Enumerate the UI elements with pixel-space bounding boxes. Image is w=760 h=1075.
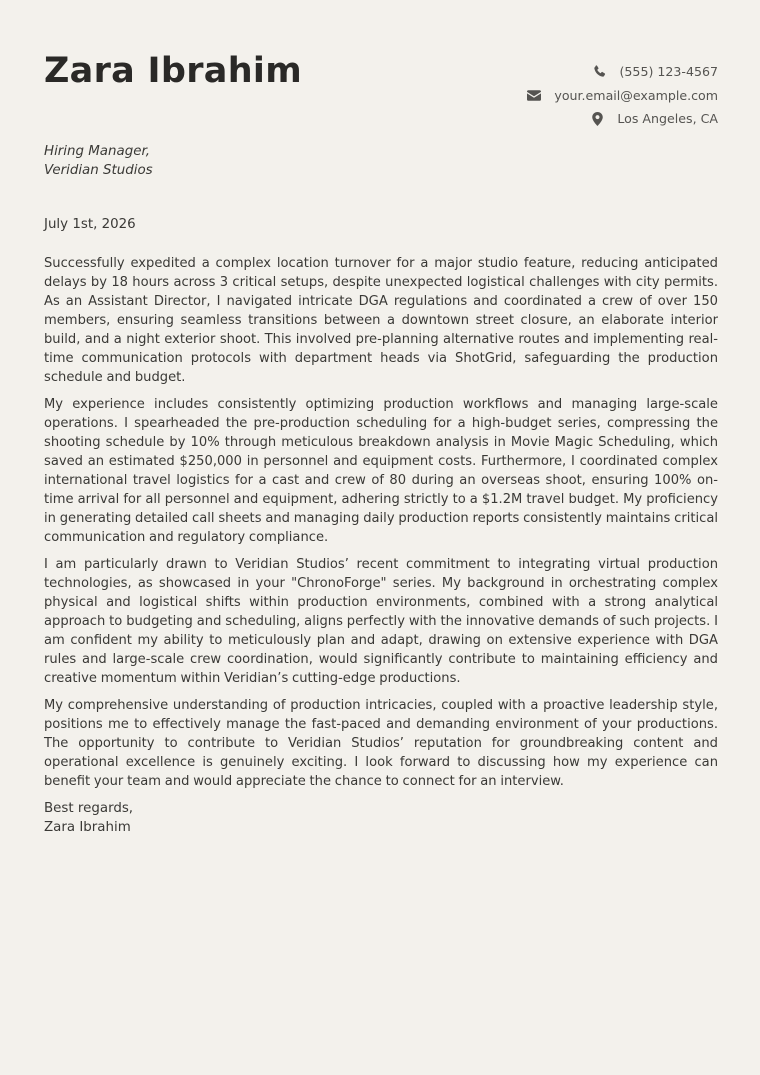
signature-name: Zara Ibrahim <box>44 820 131 835</box>
recipient-title: Hiring Manager, <box>44 144 150 159</box>
phone-icon <box>593 65 607 79</box>
body-paragraph: My experience includes consistently optimizing production workflows and managing large-scale operations. I spearheaded the pre-production scheduling for a high-budget series, compressing the shooting schedule by 10% through meticulous breakdown analysis in Movie Magic Scheduling, which saved an estimated $250,000 in personnel and equipment costs. Furthermore, I coordinated complex international travel logistics for a cast and crew of 80 during an overseas shoot, ensuring 100% on-time arrival for all personnel and equipment, adhering strictly to a $1.2M travel budget. My proficiency in generating detailed call sheets and managing daily production reports consistently maintains critical communication and regulatory compliance. <box>44 397 718 545</box>
recipient-block <box>44 142 718 180</box>
phone-number: (555) 123-4567 <box>619 64 718 80</box>
signoff <box>44 799 718 837</box>
body-paragraph: My comprehensive understanding of production intricacies, coupled with a proactive leadership style, positions me to effectively manage the fast-paced and demanding environment of your productions. The opportunity to contribute to Veridian Studios’ reputation for groundbreaking content and operational excellence is genuinely exciting. I look forward to discussing how my experience can benefit your team and would appreciate the chance to connect for an interview. <box>44 698 718 789</box>
map-pin-icon <box>590 112 604 126</box>
recipient-company: Veridian Studios <box>44 163 153 178</box>
location: Los Angeles, CA <box>617 111 718 127</box>
letter-date: July 1st, 2026 <box>44 217 136 232</box>
contact-email <box>527 84 718 108</box>
contact-info <box>527 60 718 131</box>
closing: Best regards, <box>44 801 134 816</box>
cover-letter <box>44 50 718 837</box>
email-address: your.email@example.com <box>554 87 718 103</box>
letter-body <box>44 254 718 791</box>
contact-phone <box>527 60 718 84</box>
body-paragraph: I am particularly drawn to Veridian Studios’ recent commitment to integrating virtual production technologies, as showcased in your "ChronoForge" series. My background in orchestrating complex physical and logistical shifts within production environments, combined with a strong analytical approach to budgeting and scheduling, aligns perfectly with the innovative demands of such projects. I am confident my ability to meticulously plan and adapt, drawing on extensive experience with DGA rules and large-scale crew coordination, would significantly contribute to maintaining efficiency and creative momentum within Veridian’s cutting-edge productions. <box>44 557 718 686</box>
body-paragraph: Successfully expedited a complex location turnover for a major studio feature, reducing anticipated delays by 18 hours across 3 critical setups, despite unexpected logistical challenges with city permits. As an Assistant Director, I navigated intricate DGA regulations and coordinated a crew of over 150 members, ensuring seamless transitions between a downtown street closure, an elaborate interior build, and a night exterior shoot. This involved pre-planning alternative routes and implementing real-time communication protocols with department heads via ShotGrid, safeguarding the production schedule and budget. <box>44 256 718 385</box>
letter-header <box>44 50 718 136</box>
contact-location <box>527 107 718 131</box>
envelope-icon <box>527 88 541 102</box>
applicant-name: Zara Ibrahim <box>44 51 302 91</box>
